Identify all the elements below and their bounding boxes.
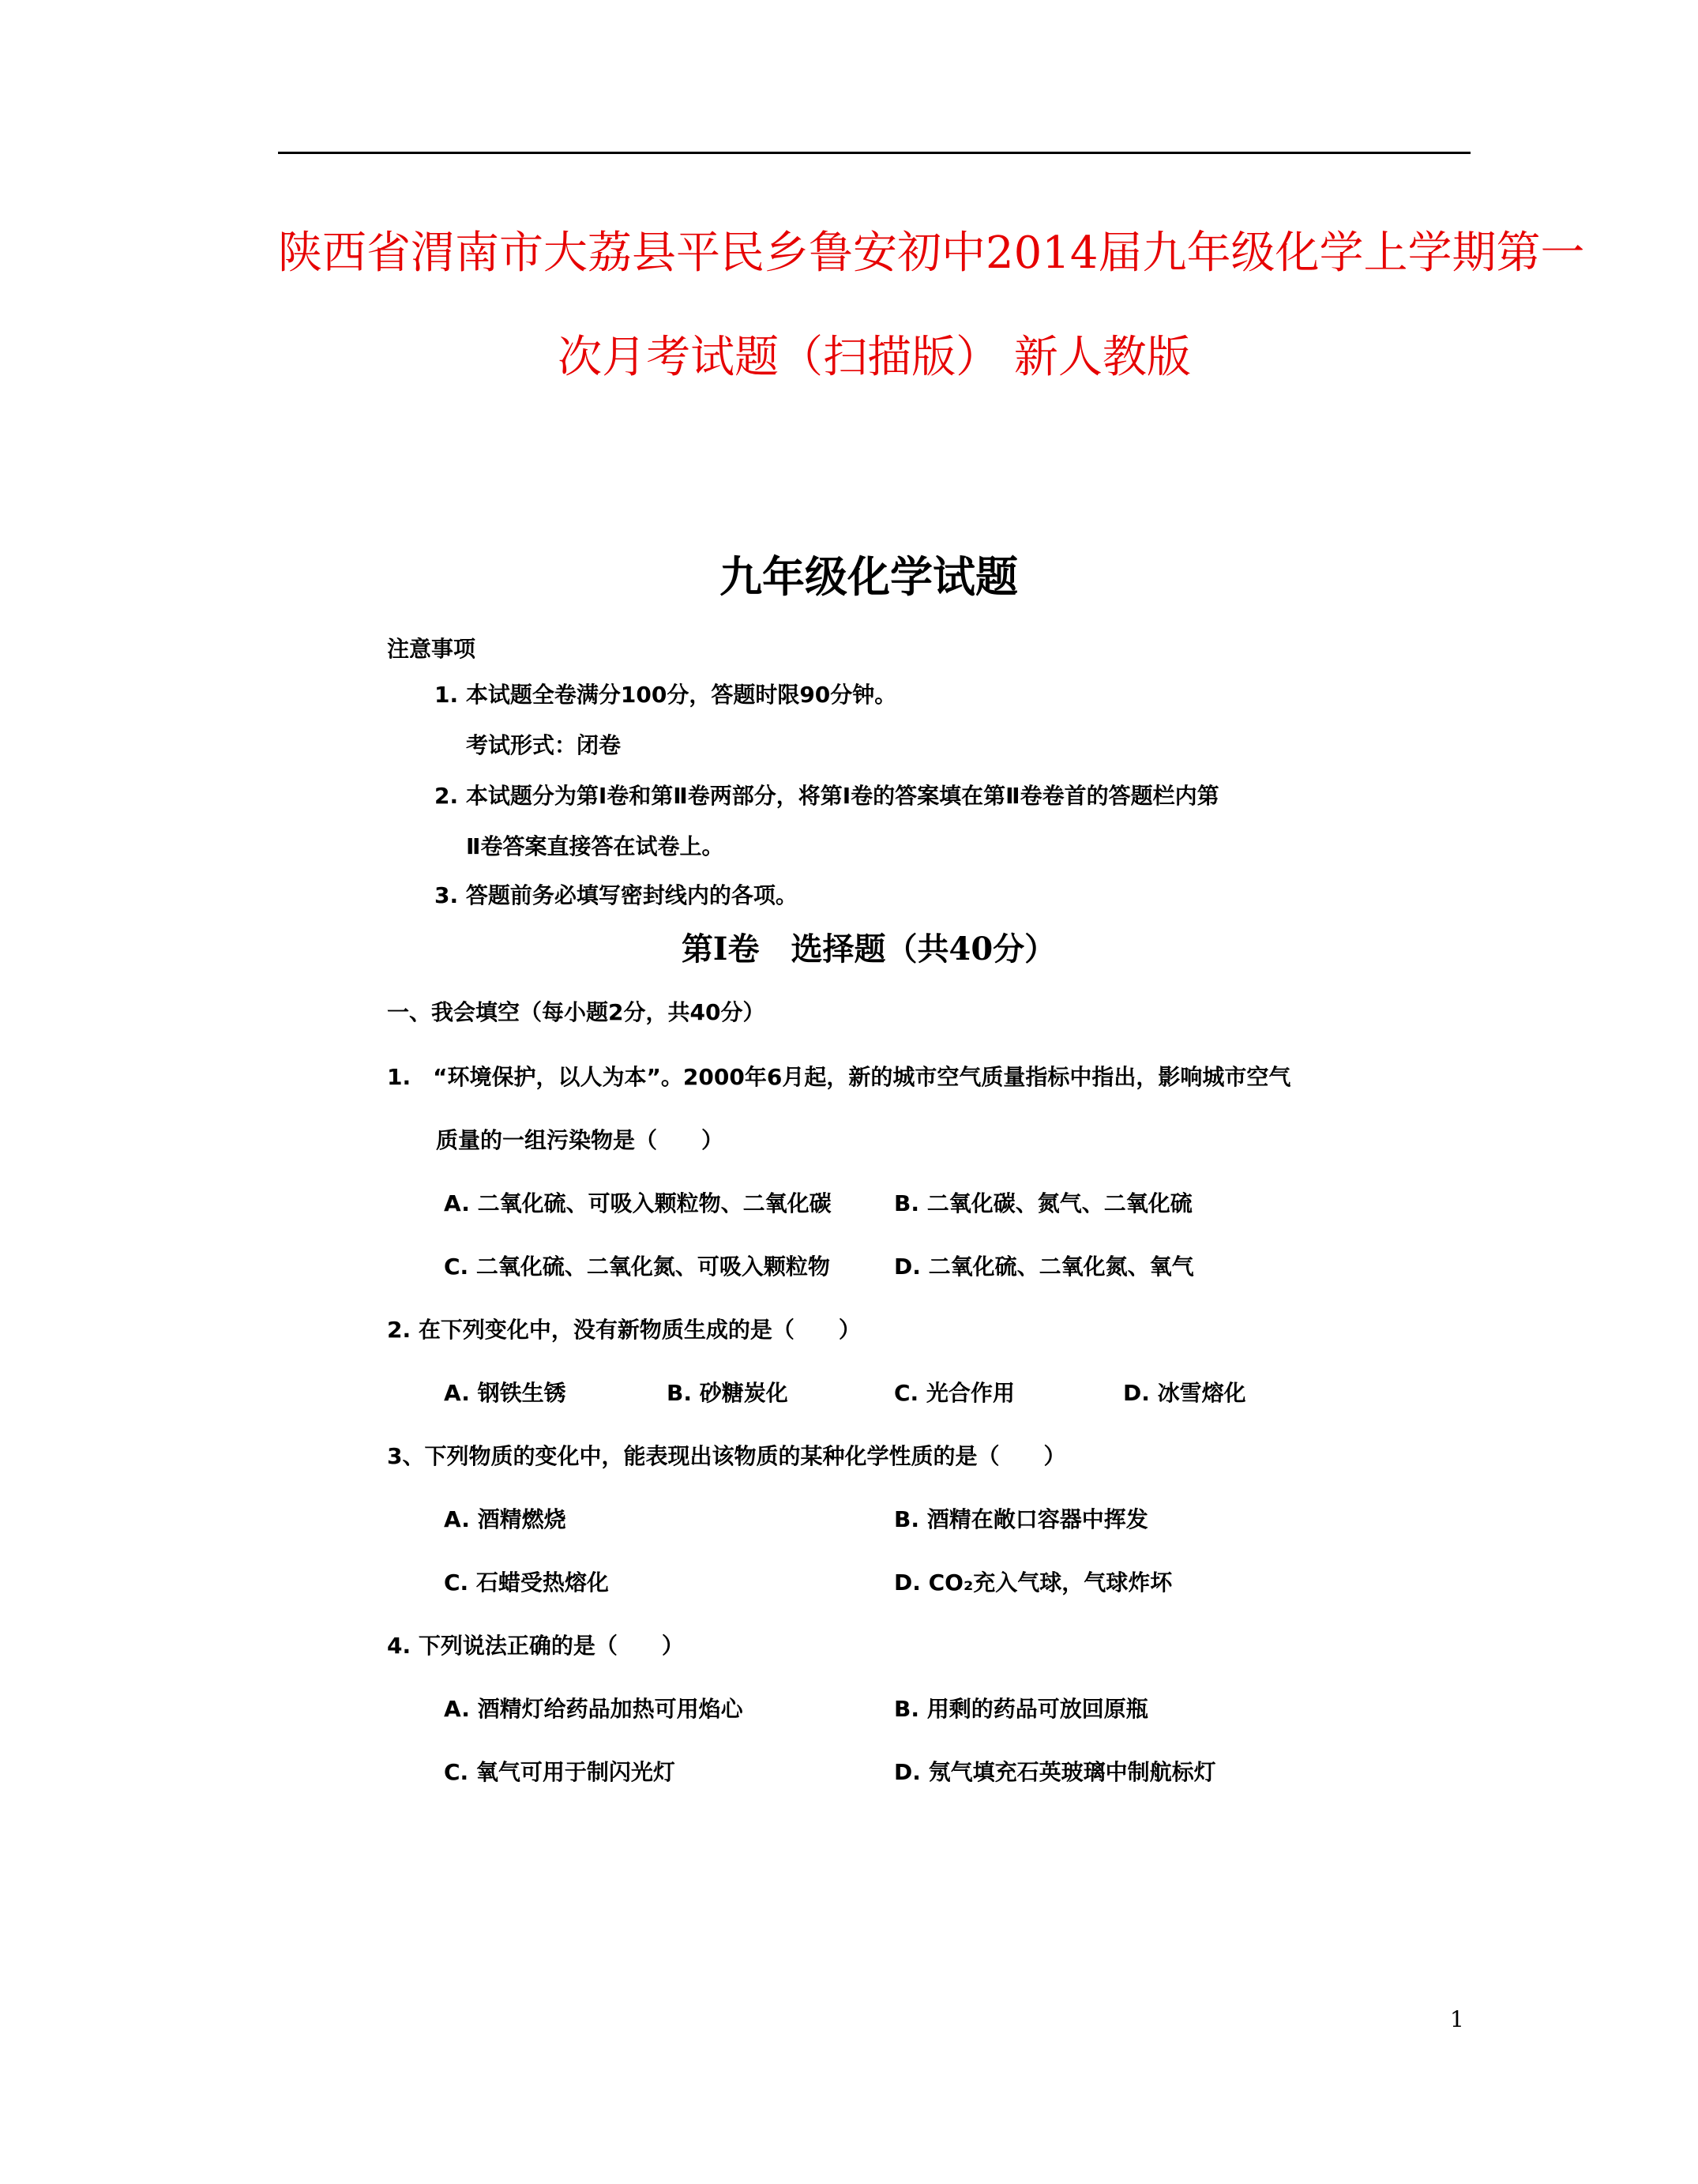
- question-3: 3、下列物质的变化中，能表现出该物质的某种化学性质的是（ ）: [387, 1443, 1066, 1469]
- scanned-exam-page: [387, 521, 1351, 1833]
- header-rule: [278, 152, 1471, 154]
- question-4: 4. 下列说法正确的是（ ）: [387, 1633, 684, 1659]
- note-1: 1. 本试题全卷满分100分，答题时限90分钟。: [434, 682, 897, 708]
- document-title: [278, 201, 1585, 410]
- section-title: 第Ⅰ卷 选择题（共40分）: [681, 930, 1057, 968]
- question-3-option-c: C. 石蜡受热熔化: [444, 1569, 609, 1596]
- question-4-option-a: A. 酒精灯给药品加热可用焰心: [444, 1696, 743, 1722]
- note-2-continued: Ⅱ卷答案直接答在试卷上。: [466, 833, 724, 859]
- question-1-option-a: A. 二氧化硫、可吸入颗粒物、二氧化碳: [444, 1190, 832, 1216]
- notes-heading: 注意事项: [387, 636, 476, 662]
- note-1-form: 考试形式：闭卷: [466, 732, 622, 758]
- question-3-option-b: B. 酒精在敞口容器中挥发: [894, 1506, 1148, 1532]
- question-1-option-c: C. 二氧化硫、二氧化氮、可吸入颗粒物: [444, 1254, 830, 1280]
- document-title-line-2: 次月考试题（扫描版） 新人教版: [558, 332, 1191, 383]
- question-3-option-a: A. 酒精燃烧: [444, 1506, 566, 1532]
- question-2-option-c: C. 光合作用: [894, 1380, 1015, 1406]
- page-number: 1: [1450, 2006, 1464, 2032]
- question-1-line-1: 1. “环境保护，以人为本”。2000年6月起，新的城市空气质量指标中指出，影响城市空气: [387, 1064, 1291, 1090]
- part-heading: 一、我会填空（每小题2分，共40分）: [387, 999, 765, 1025]
- question-2-option-d: D. 冰雪熔化: [1123, 1380, 1246, 1406]
- question-1-option-d: D. 二氧化硫、二氧化氮、氧气: [894, 1254, 1194, 1280]
- question-2: 2. 在下列变化中，没有新物质生成的是（ ）: [387, 1317, 861, 1343]
- exam-title: 九年级化学试题: [719, 551, 1018, 602]
- question-4-option-b: B. 用剩的药品可放回原瓶: [894, 1696, 1148, 1722]
- question-2-option-b: B. 砂糖炭化: [667, 1380, 788, 1406]
- question-3-option-d: D. CO₂充入气球，气球炸坏: [894, 1569, 1173, 1596]
- note-2: 2. 本试题分为第Ⅰ卷和第Ⅱ卷两部分，将第Ⅰ卷的答案填在第Ⅱ卷卷首的答题栏内第: [434, 783, 1219, 809]
- question-4-option-c: C. 氧气可用于制闪光灯: [444, 1759, 675, 1785]
- question-2-option-a: A. 钢铁生锈: [444, 1380, 566, 1406]
- question-1-line-2: 质量的一组污染物是（ ）: [436, 1127, 724, 1153]
- note-3: 3. 答题前务必填写密封线内的各项。: [434, 882, 798, 908]
- question-4-option-d: D. 氖气填充石英玻璃中制航标灯: [894, 1759, 1216, 1785]
- document-title-line-1: 陕西省渭南市大荔县平民乡鲁安初中2014届九年级化学上学期第一: [278, 227, 1585, 279]
- question-1-option-b: B. 二氧化碳、氮气、二氧化硫: [894, 1190, 1193, 1216]
